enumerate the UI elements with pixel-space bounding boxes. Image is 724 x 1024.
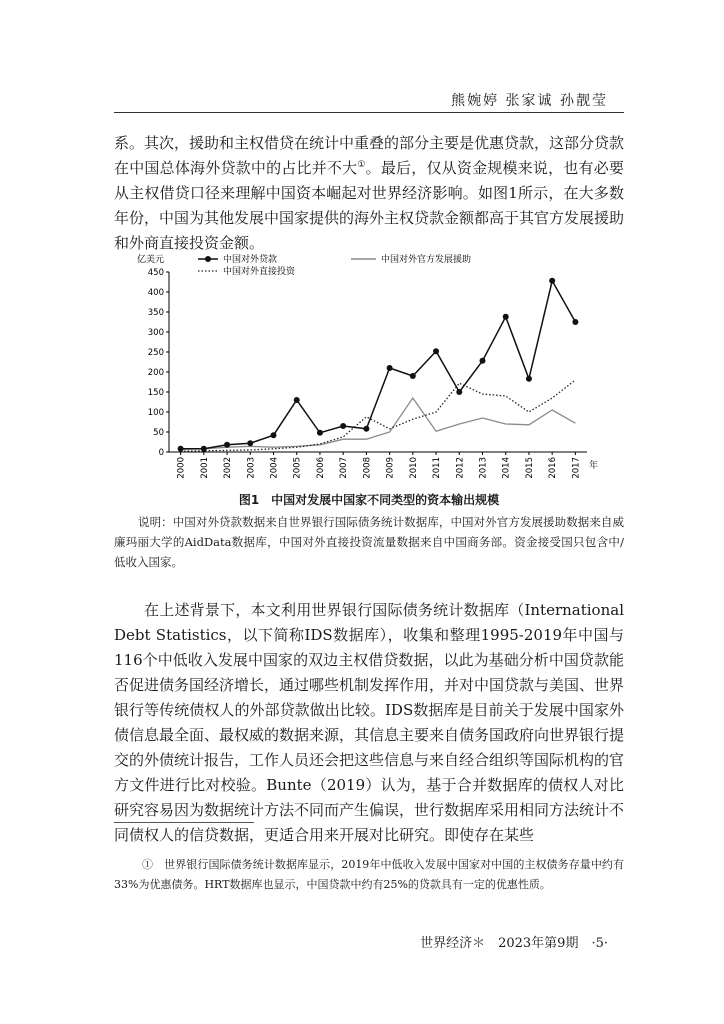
series-point-loans [410,373,416,379]
x-tick-label: 2014 [501,457,512,479]
body-paragraph-1 [114,131,624,256]
y-tick-label: 350 [147,308,164,318]
running-header-authors: 熊婉婷 张家诚 孙靓莹 [451,93,608,109]
series-point-loans [549,278,555,284]
page-footer: 世界经济＊ 2023年第9期 ·5· [420,936,608,951]
header-rule [114,112,624,113]
series-point-loans [572,319,578,325]
y-tick-label: 250 [147,348,164,358]
x-tick-label: 2001 [199,457,210,479]
footnote-ref: ① [357,160,366,170]
series-point-loans [201,446,207,452]
x-tick-label: 2004 [269,457,280,479]
footnote-rule [114,822,254,823]
para1-text-end: 。最后，仅从资金规模来说，也有必要从主权借贷口径来理解中国资本崛起对世界经济影响。如图1所示，在大多数年份，中国为其他发展中国家提供的海外主权贷款金额都高于其官方发展援助和外商直接投资金额。 [114,159,625,252]
x-tick-label: 2003 [246,457,257,479]
capital-export-chart [135,246,599,479]
series-line-1 [181,398,576,449]
legend-label-fdi: 中国对外直接投资 [223,267,296,277]
x-tick-label: 2007 [339,457,350,479]
y-tick-label: 50 [153,428,164,438]
series-point-loans [271,432,277,438]
series-point-loans [317,430,323,436]
legend-label-oda: 中国对外官方发展援助 [381,255,472,265]
y-tick-label: 450 [147,268,164,278]
series-line-2 [181,380,576,451]
x-tick-label: 2002 [223,457,234,479]
y-tick-label: 200 [147,368,164,378]
series-point-loans [363,426,369,432]
series-point-loans [178,446,184,452]
series-point-loans [526,376,532,382]
x-tick-label: 2011 [432,457,443,479]
para1-text: 系。其次，援助和主权借贷在统计中重叠的部分主要是优惠贷款，这部分贷款在中国总体海外贷款中的占比并不大 [114,134,625,177]
series-point-loans [433,348,439,354]
series-point-loans [247,440,253,446]
y-tick-label: 100 [147,408,164,418]
x-tick-label: 2012 [455,457,466,479]
chart-y-axis-unit: 亿美元 [137,255,165,265]
x-tick-label: 2005 [292,457,303,479]
body-paragraph-2: 在上述背景下，本文利用世界银行国际债务统计数据库（International Debt Statistics，以下简称IDS数据库），收集和整理1995-2019年中国与116个中低收入发展中国家的双边主权借贷数据，以此为基础分析中国贷款能否促进债务国经济增长，通过哪些机制发挥作用，并对中国贷款与美国、世界银行等传统债权人的外部贷款做出比较。IDS数据库是目前关于发展中国家外债信息最全面、最权威的数据来源，其信息主要来自债务国政府向世界银行提交的外债统计报告，工作人员还会把这些信息与来自经合组织等国际机构的官方文件进行比对校验。Bunte（2019）认为，基于合并数据库的债权人对比研究容易因为数据统计方法不同而产生偏误，世行数据库采用相同方法统计不同债权人的信贷数据，更适合用来开展对比研究。即使存在某些 [114,601,625,844]
x-tick-label: 2016 [548,457,559,479]
figure-note: 说明：中国对外贷款数据来自世界银行国际债务统计数据库，中国对外官方发展援助数据来自威廉玛丽大学的AidData数据库，中国对外直接投资流量数据来自中国商务部。资金接受国只包含中/低收入国家。 [114,515,624,569]
y-tick-label: 400 [147,288,164,298]
series-point-loans [340,423,346,429]
x-tick-label: 2009 [385,457,396,479]
x-tick-label: 2008 [362,457,373,479]
y-tick-label: 150 [147,388,164,398]
x-tick-label: 2013 [478,457,489,479]
figure-caption: 图1 中国对发展中国家不同类型的资本输出规模 [238,493,500,507]
y-tick-label: 0 [158,448,164,458]
x-tick-label: 2010 [408,457,419,479]
series-point-loans [480,358,486,364]
series-point-loans [387,365,393,371]
x-axis-unit: 年 [589,461,599,471]
legend-label-loans: 中国对外贷款 [223,255,278,265]
series-point-loans [456,389,462,395]
x-tick-label: 2015 [524,457,535,479]
footnote-1: ① 世界银行国际债务统计数据库显示，2019年中低收入发展中国家对中国的主权债务存量中约有33%为优惠债务。HRT数据库也显示，中国贷款中约有25%的贷款具有一定的优惠性质。 [114,858,624,891]
legend-marker-loans [205,256,211,262]
series-line-0 [181,281,576,449]
x-tick-label: 2017 [571,457,582,479]
series-point-loans [294,397,300,403]
series-point-loans [224,442,230,448]
x-tick-label: 2000 [176,457,187,479]
y-tick-label: 300 [147,328,164,338]
series-point-loans [503,314,509,320]
x-tick-label: 2006 [315,457,326,479]
